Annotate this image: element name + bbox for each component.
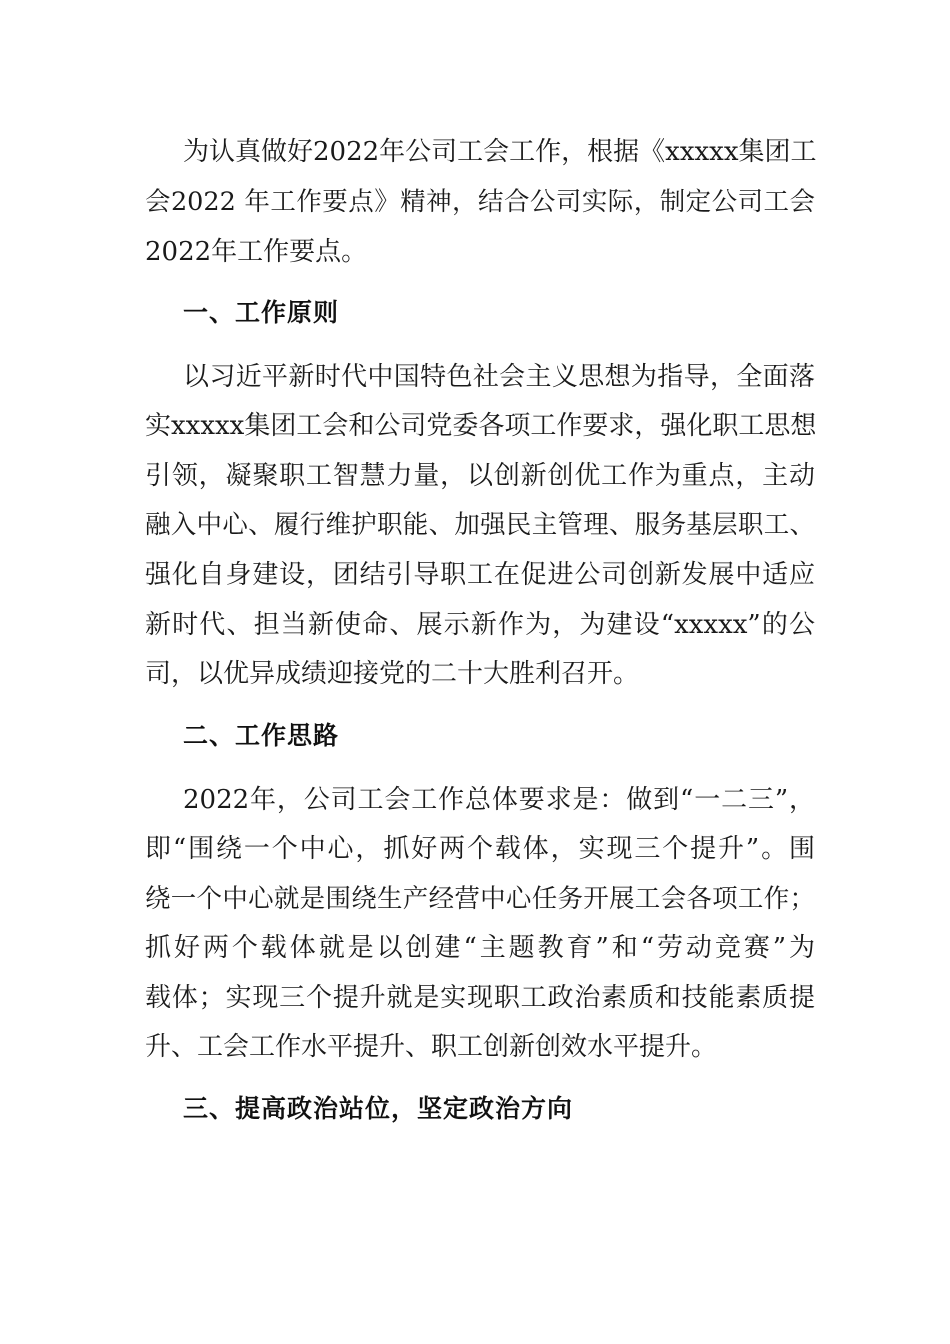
section1-line-2: 实xxxxx集团工会和公司党委各项工作要求，强化职工思想 [145, 411, 817, 441]
intro-line-3: 2022年工作要点。 [145, 237, 368, 267]
intro-line-1: 为认真做好2022年公司工会工作，根据《xxxxx集团工 [183, 137, 817, 167]
section1-line-3: 引领，凝聚职工智慧力量，以创新创优工作为重点，主动 [145, 461, 815, 491]
section1-line-1: 以习近平新时代中国特色社会主义思想为指导，全面落 [183, 362, 815, 392]
section-heading-political: 三、提高政治站位，坚定政治方向 [183, 1094, 574, 1123]
section-heading-approach: 二、工作思路 [183, 721, 340, 750]
section2-line-5: 载体；实现三个提升就是实现职工政治素质和技能素质提 [145, 983, 815, 1013]
section2-line-3: 绕一个中心就是围绕生产经营中心任务开展工会各项工作； [145, 884, 815, 914]
section2-line-4: 抓好两个载体就是以创建“主题教育”和“劳动竞赛”为 [145, 933, 815, 963]
section1-line-6: 新时代、担当新使命、展示新作为，为建设“xxxxx”的公 [145, 610, 815, 640]
section2-line-1: 2022年，公司工会工作总体要求是：做到“一二三”， [183, 785, 815, 815]
section1-line-7: 司，以优异成绩迎接党的二十大胜利召开。 [145, 659, 640, 689]
section-heading-principles: 一、工作原则 [183, 298, 340, 327]
intro-line-2: 会2022 年工作要点》精神，结合公司实际，制定公司工会 [145, 187, 815, 217]
section1-line-4: 融入中心、履行维护职能、加强民主管理、服务基层职工、 [145, 510, 815, 540]
section2-line-6: 升、工会工作水平提升、职工创新创效水平提升。 [145, 1032, 718, 1062]
section2-line-2: 即“围绕一个中心，抓好两个载体，实现三个提升”。围 [145, 834, 815, 864]
section1-line-5: 强化自身建设，团结引导职工在促进公司创新发展中适应 [145, 560, 815, 590]
